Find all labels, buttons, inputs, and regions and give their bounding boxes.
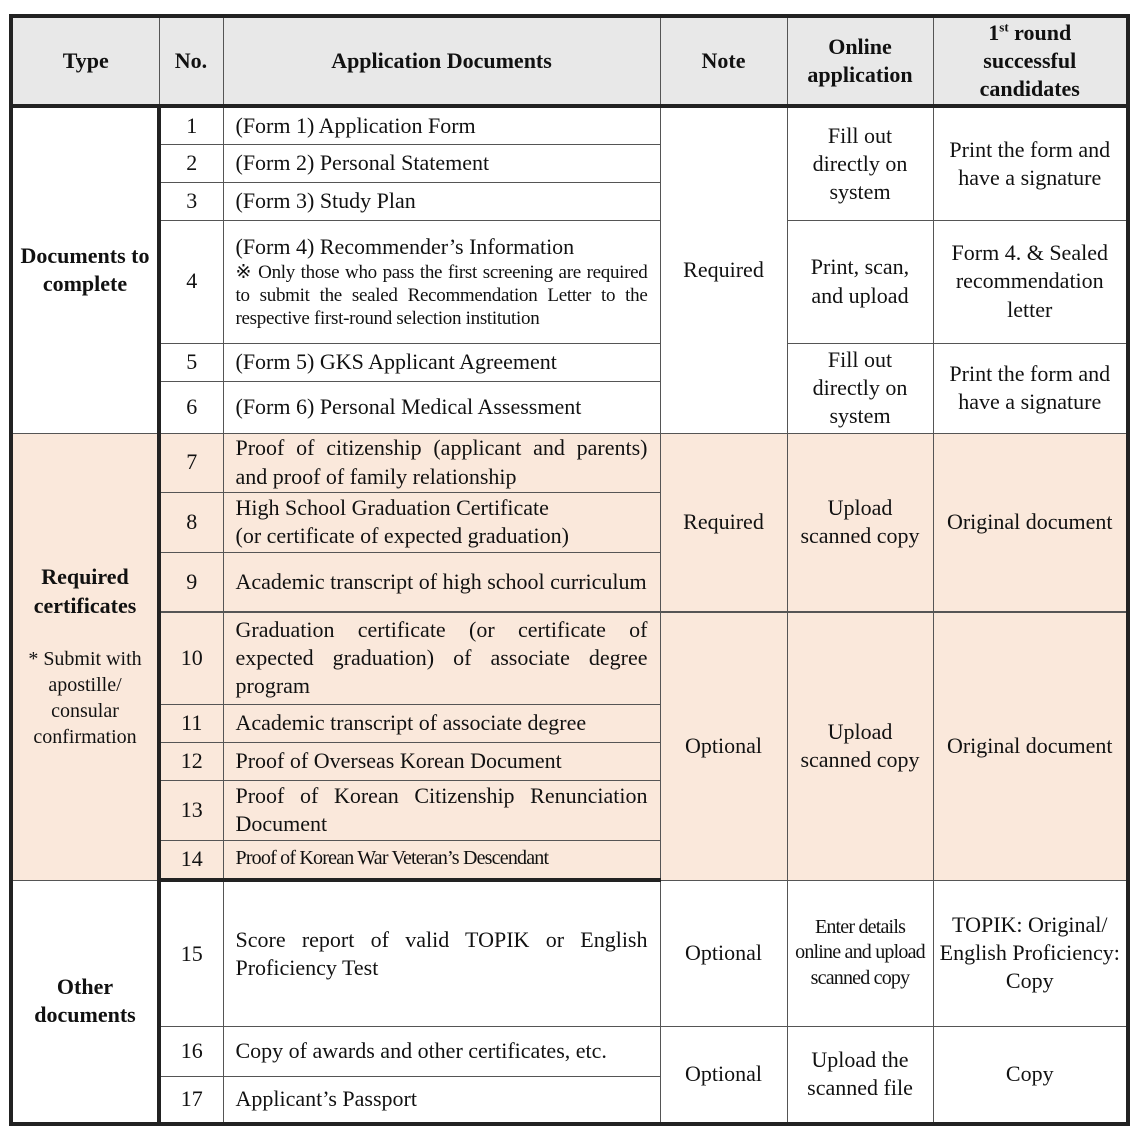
row-number: 17: [159, 1076, 223, 1124]
online-cell: Upload the scanned file: [787, 1026, 933, 1124]
document-name-sub: (or certificate of expected graduation): [235, 523, 569, 548]
document-name: Graduation certificate (or certificate of expected graduation) of associate degree program: [223, 612, 660, 704]
online-cell: Fill out directly on system: [787, 343, 933, 433]
row-number: 14: [159, 840, 223, 880]
apostille-note: * Submit with apostille/ consular confirmation: [28, 647, 142, 748]
note-cell: Required: [660, 433, 787, 612]
row-number: 10: [159, 612, 223, 704]
header-round1-rest: round successful candidates: [979, 19, 1080, 102]
document-name: Academic transcript of associate degree: [223, 704, 660, 742]
document-name-main: (Form 4) Recommender’s Information: [235, 233, 575, 259]
online-cell: Upload scanned copy: [787, 433, 933, 612]
row-number: 16: [159, 1026, 223, 1076]
row-number: 8: [159, 492, 223, 552]
row-number: 2: [159, 144, 223, 182]
table-row: [11, 1026, 1128, 1076]
document-name: Proof of Korean Citizenship Renunciation Document: [223, 780, 660, 840]
row-number: 11: [159, 704, 223, 742]
header-no: No.: [159, 16, 223, 106]
header-note: Note: [660, 16, 787, 106]
group-required-certificates: [11, 433, 159, 880]
document-name: Proof of Korean War Veteran’s Descendant: [223, 840, 660, 880]
note-cell: Required: [660, 106, 787, 433]
document-name: [223, 220, 660, 343]
document-name: (Form 2) Personal Statement: [223, 144, 660, 182]
round1-cell: Copy: [933, 1026, 1128, 1124]
row-number: 7: [159, 433, 223, 492]
online-cell: Print, scan, and upload: [787, 220, 933, 343]
header-round1: [933, 16, 1128, 106]
header-row: [11, 16, 1128, 106]
document-name: Proof of citizenship (applicant and parents) and proof of family relationship: [223, 433, 660, 492]
document-name: (Form 1) Application Form: [223, 106, 660, 144]
row-number: 9: [159, 552, 223, 612]
header-round1-sup: st: [999, 19, 1009, 35]
document-name: Applicant’s Passport: [223, 1076, 660, 1124]
table-row: [11, 220, 1128, 343]
table-row: [11, 106, 1128, 144]
round1-cell: TOPIK: Original/ English Proficiency: Copy: [933, 880, 1128, 1026]
row-number: 12: [159, 742, 223, 780]
document-name: (Form 6) Personal Medical Assessment: [223, 381, 660, 433]
table-row: [11, 880, 1128, 1026]
document-name-main: High School Graduation Certificate: [235, 494, 549, 520]
document-name: Score report of valid TOPIK or English Proficiency Test: [223, 880, 660, 1026]
online-cell: Fill out directly on system: [787, 106, 933, 220]
row-number: 4: [159, 220, 223, 343]
row-number: 3: [159, 182, 223, 220]
document-name: [223, 492, 660, 552]
screening-note: ※ Only those who pass the first screening are required to submit the sealed Recommendation Letter to the respective first-round selection institution: [235, 261, 648, 330]
row-number: 13: [159, 780, 223, 840]
application-documents-table: [9, 14, 1130, 1126]
round1-cell: Original document: [933, 612, 1128, 880]
online-cell: Upload scanned copy: [787, 612, 933, 880]
round1-cell: Original document: [933, 433, 1128, 612]
document-name: (Form 5) GKS Applicant Agreement: [223, 343, 660, 381]
table-row: [11, 343, 1128, 381]
note-cell: Optional: [660, 612, 787, 880]
round1-cell: Print the form and have a signature: [933, 106, 1128, 220]
row-number: 6: [159, 381, 223, 433]
document-name: Proof of Overseas Korean Document: [223, 742, 660, 780]
row-number: 5: [159, 343, 223, 381]
header-type: Type: [11, 16, 159, 106]
group-documents-to-complete: Documents to complete: [11, 106, 159, 433]
document-name: Academic transcript of high school curriculum: [223, 552, 660, 612]
round1-cell: Print the form and have a signature: [933, 343, 1128, 433]
row-number: 1: [159, 106, 223, 144]
header-online: Online application: [787, 16, 933, 106]
note-cell: Optional: [660, 1026, 787, 1124]
header-round1-num: 1: [988, 19, 1000, 45]
group-required-label: Required certificates: [33, 564, 137, 618]
online-cell: Enter details online and upload scanned copy: [787, 880, 933, 1026]
document-name: Copy of awards and other certificates, etc.: [223, 1026, 660, 1076]
header-documents: Application Documents: [223, 16, 660, 106]
table-row: [11, 612, 1128, 704]
document-name: (Form 3) Study Plan: [223, 182, 660, 220]
row-number: 15: [159, 880, 223, 1026]
note-cell: Optional: [660, 880, 787, 1026]
group-other-documents: Other documents: [11, 880, 159, 1124]
round1-cell: Form 4. & Sealed recommendation letter: [933, 220, 1128, 343]
table-row: [11, 433, 1128, 492]
